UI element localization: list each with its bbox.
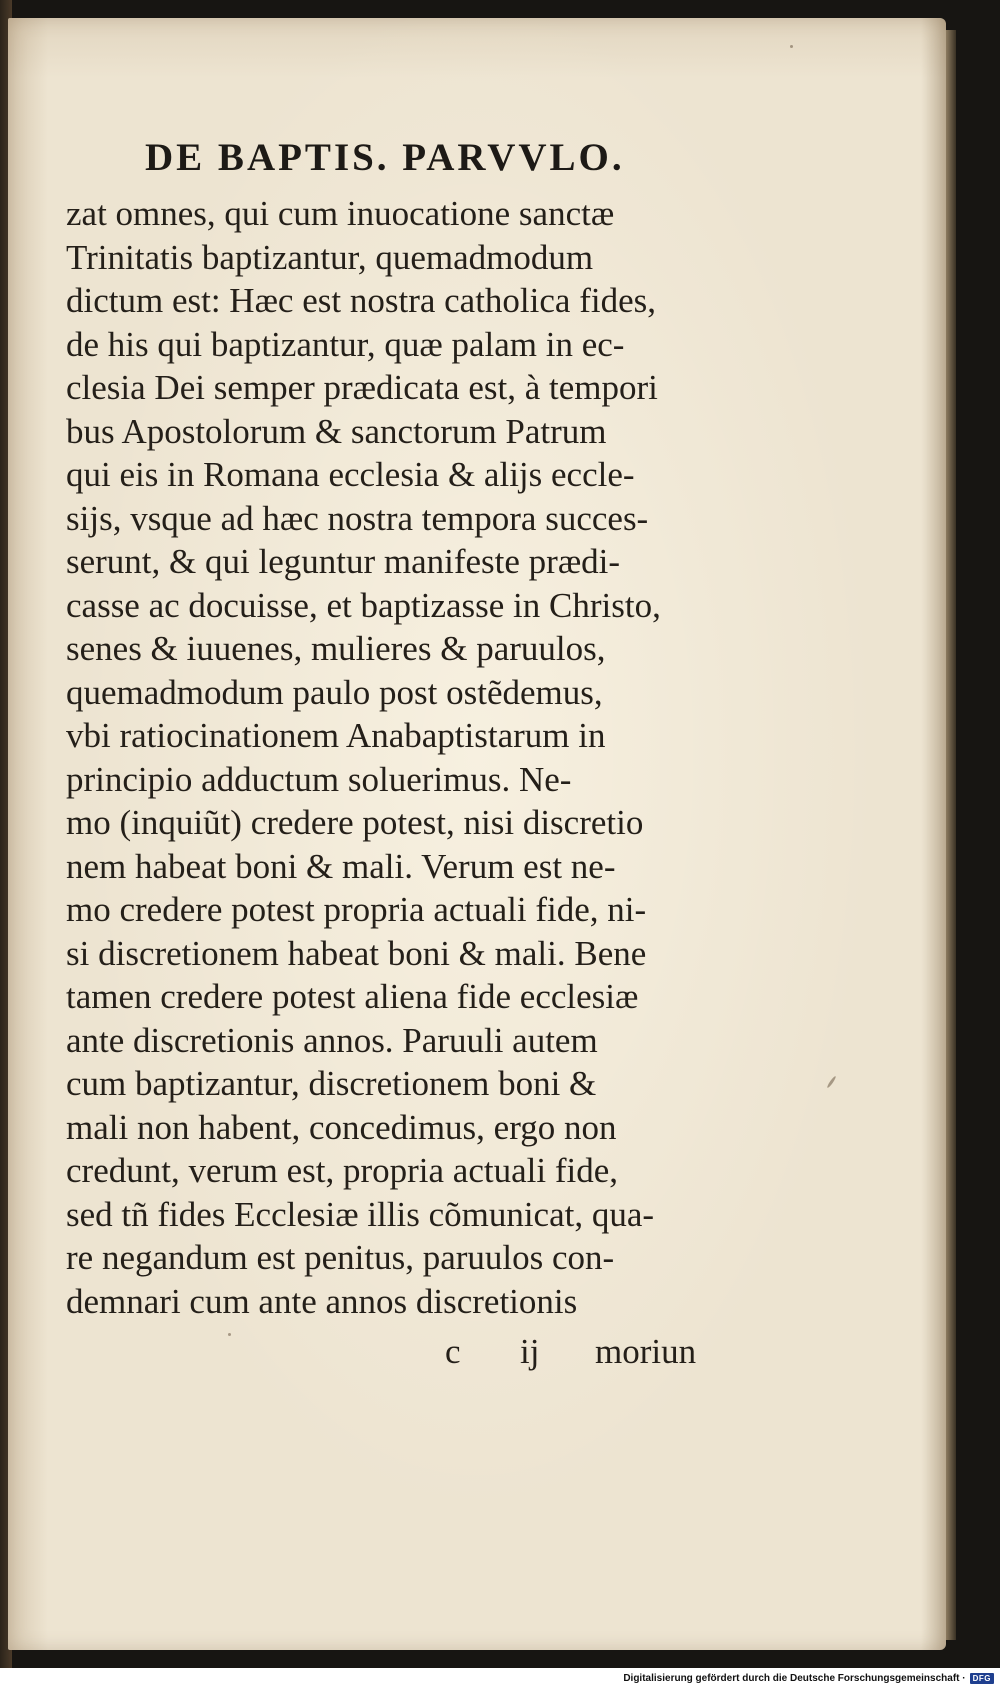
catchword: moriun [595,1332,697,1371]
running-head: DE BAPTIS. PARVVLO. [145,136,625,179]
signature-number: ij [520,1332,540,1371]
text-line: re negandum est penitus, paruulos con- [66,1238,615,1277]
text-line: mali non habent, concedimus, ergo non [66,1107,617,1147]
page-footer [0,1332,1000,1382]
text-line: demnari cum ante annos discretionis [66,1281,578,1321]
text-line: vbi ratiocinationem Anabaptistarum in [66,716,606,755]
text-line: bus Apostolorum & sanctorum Patrum [66,411,607,451]
text-line: serunt, & qui leguntur manifeste prædi- [66,542,621,581]
paper-speck [790,45,793,48]
text-line: credunt, verum est, propria actuali fide, [66,1151,619,1190]
page-edge [946,30,956,1640]
text-line: ante discretionis annos. Paruuli autem [66,1020,598,1060]
text-line: si discretionem habeat boni & mali. Bene [66,933,647,973]
text-line: qui eis in Romana ecclesia & alijs eccle- [66,455,635,494]
text-line: principio adductum soluerimus. Ne- [66,759,572,799]
text-line: sed tñ fides Ecclesiæ illis cõmunicat, qua- [66,1194,655,1234]
signature-letter: c [445,1332,461,1371]
text-line: de his qui baptizantur, quæ palam in ec- [66,324,625,364]
text-line: clesia Dei semper prædicata est, à tempori [66,368,658,407]
text-line: Trinitatis baptizantur, quemadmodum [66,237,594,277]
text-line: senes & iuuenes, mulieres & paruulos, [66,629,606,668]
text-line: cum baptizantur, discretionem boni & [66,1064,597,1103]
text-line: tamen credere potest aliena fide ecclesiæ [66,977,639,1016]
text-line: nem habeat boni & mali. Verum est ne- [66,846,616,886]
credit-text: Digitalisierung gefördert durch die Deutsche Forschungsgemeinschaft · [623,1673,966,1684]
text-line: zat omnes, qui cum inuocatione sanctæ [66,194,615,233]
text-line: dictum est: Hæc est nostra catholica fides, [66,281,656,320]
text-line: mo (inquiũt) credere potest, nisi discretio [66,803,644,842]
body-text [66,192,746,1323]
text-line: sijs, vsque ad hæc nostra tempora succes- [66,498,649,538]
dfg-logo: DFG [970,1673,994,1684]
text-line: casse ac docuisse, et baptizasse in Christo, [66,585,661,625]
text-line: quemadmodum paulo post ostẽdemus, [66,672,603,712]
digitization-credit [623,1673,994,1684]
text-line: mo credere potest propria actuali fide, ni- [66,890,647,929]
